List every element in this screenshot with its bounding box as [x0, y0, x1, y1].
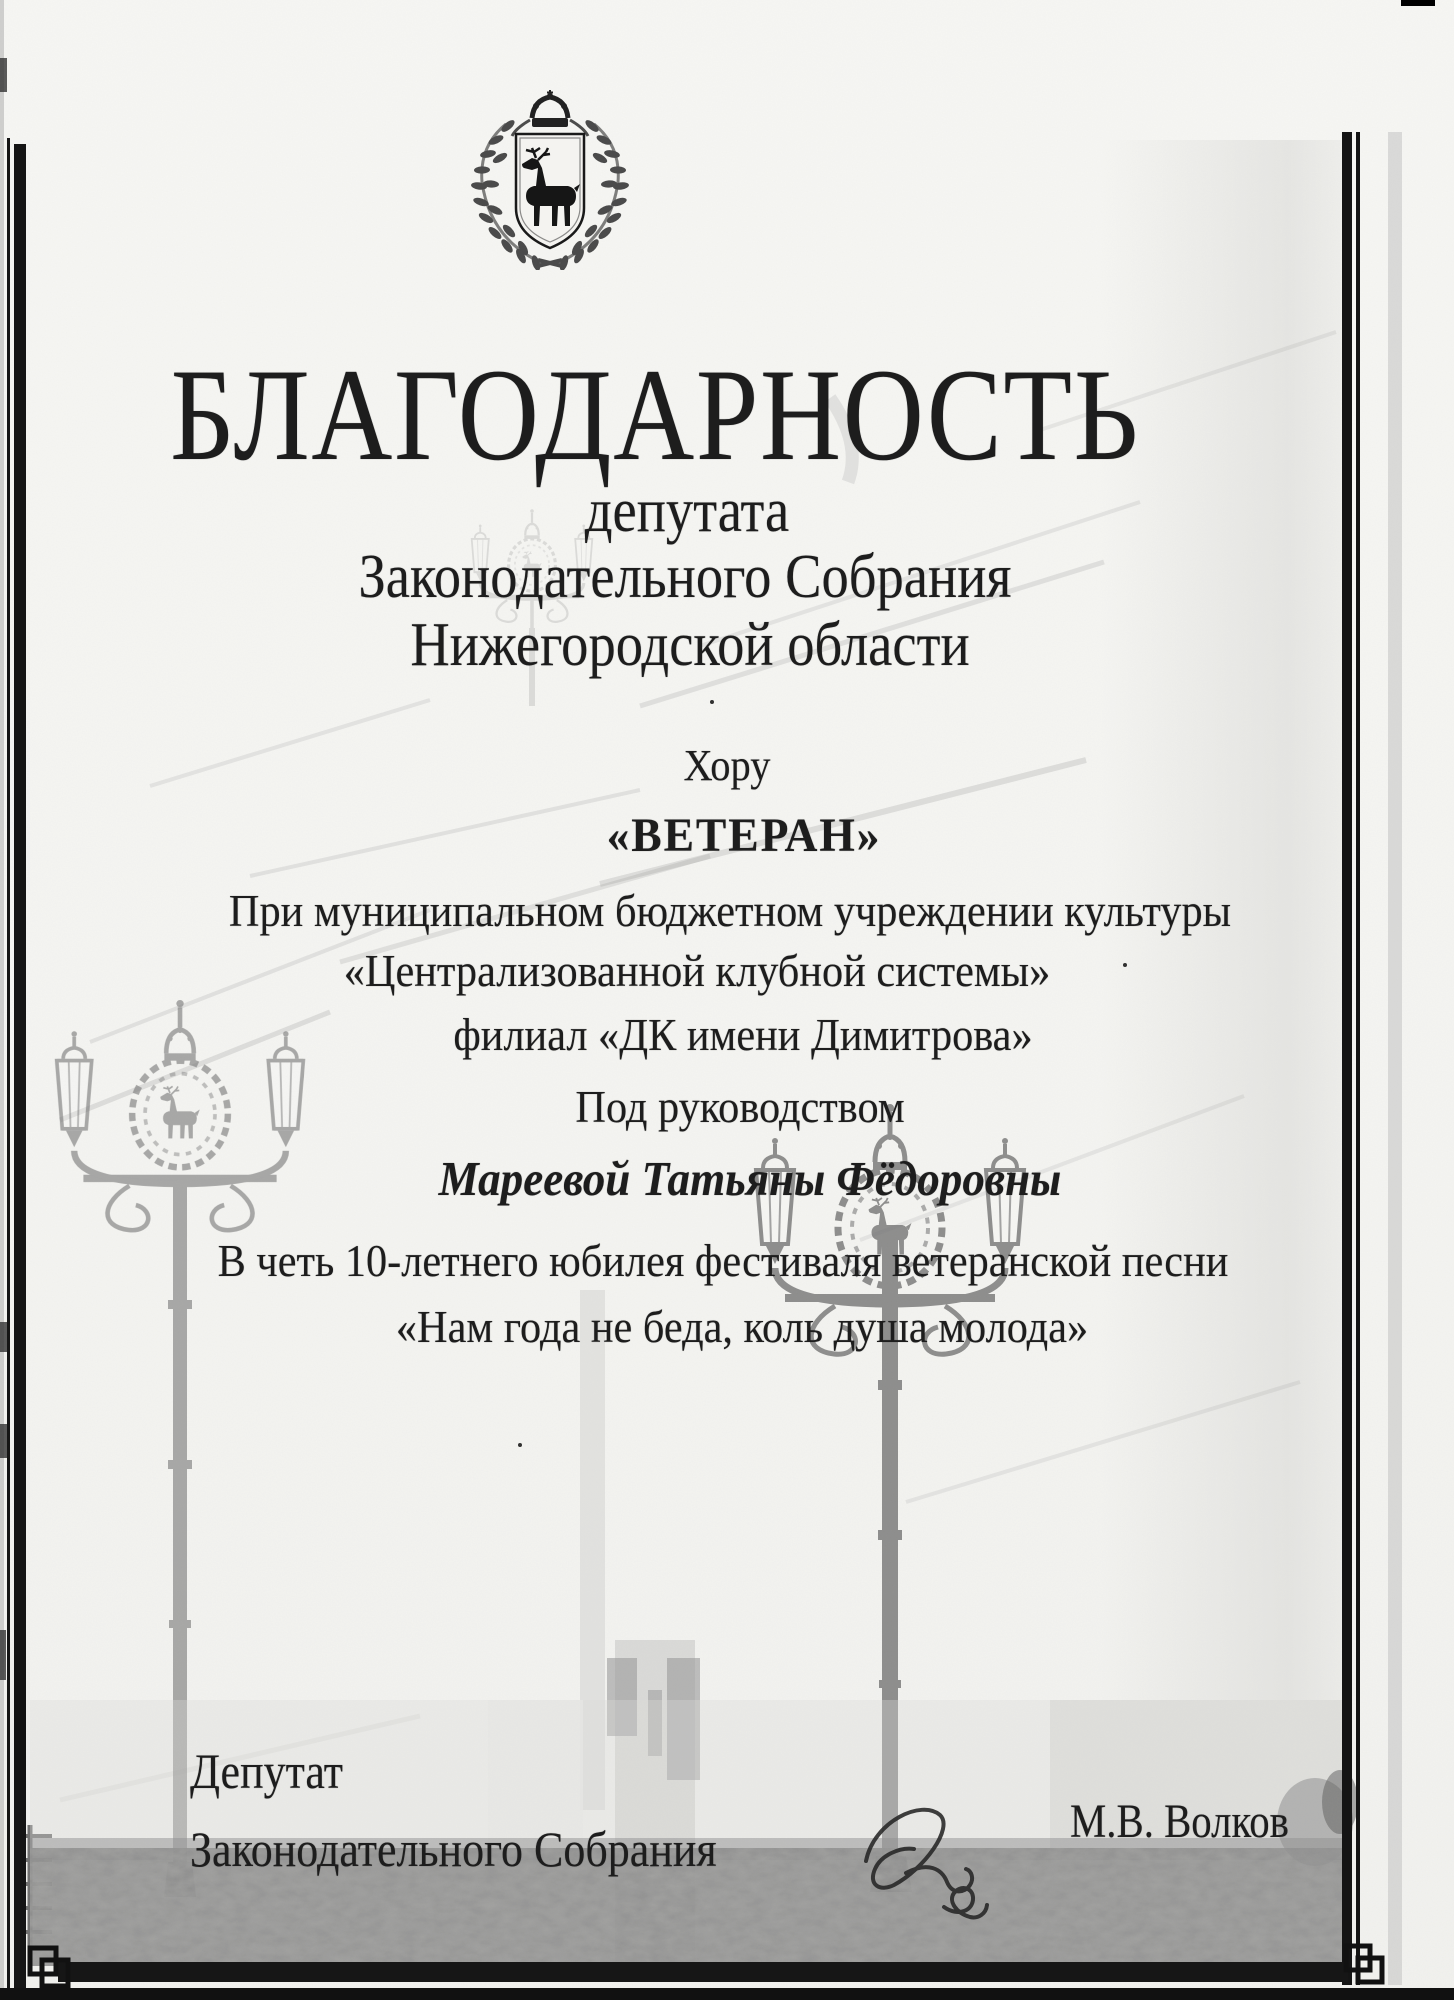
certificate-title: БЛАГОДАРНОСТЬ	[170, 341, 1140, 488]
recipient-intro: Хору	[683, 741, 771, 790]
signer-position-line-2: Законодательного Собрания	[190, 1821, 717, 1877]
left-border-thick	[14, 144, 26, 1990]
bottom-border	[58, 1962, 1348, 1982]
leader-name: Мареевой Татьяны Фёдоровны	[438, 1151, 1062, 1206]
affiliation-line-2: «Централизованной клубной системы»	[343, 945, 1051, 996]
left-border-thin	[7, 138, 10, 1990]
recipient-name: «ВЕТЕРАН»	[606, 809, 882, 862]
signer-position-line-1: Депутат	[190, 1743, 344, 1799]
right-border-thick	[1342, 132, 1352, 1985]
right-border-thin	[1356, 132, 1360, 1985]
affiliation-line-1: При муниципальном бюджетном учреждении культуры	[228, 885, 1232, 936]
right-scan-shadow	[1388, 132, 1402, 1985]
leadership-label: Под руководством	[575, 1081, 905, 1132]
issuer-line-1: депутата	[584, 477, 790, 545]
issuer-line-2: Законодательного Собрания	[358, 543, 1012, 611]
issuer-line-3: Нижегородской области	[410, 611, 970, 679]
occasion-line-1: В четь 10-летнего юбилея фестиваля ветеранской песни	[217, 1235, 1229, 1286]
affiliation-line-3: филиал «ДК имени Димитрова»	[453, 1009, 1033, 1060]
occasion-line-2: «Нам года не беда, коль душа молода»	[395, 1301, 1089, 1352]
left-scan-edge	[0, 0, 4, 2000]
signer-name: М.В. Волков	[1070, 1795, 1289, 1848]
top-right-scan-mark	[1401, 0, 1435, 6]
bottom-scan-band	[0, 1988, 1454, 2000]
